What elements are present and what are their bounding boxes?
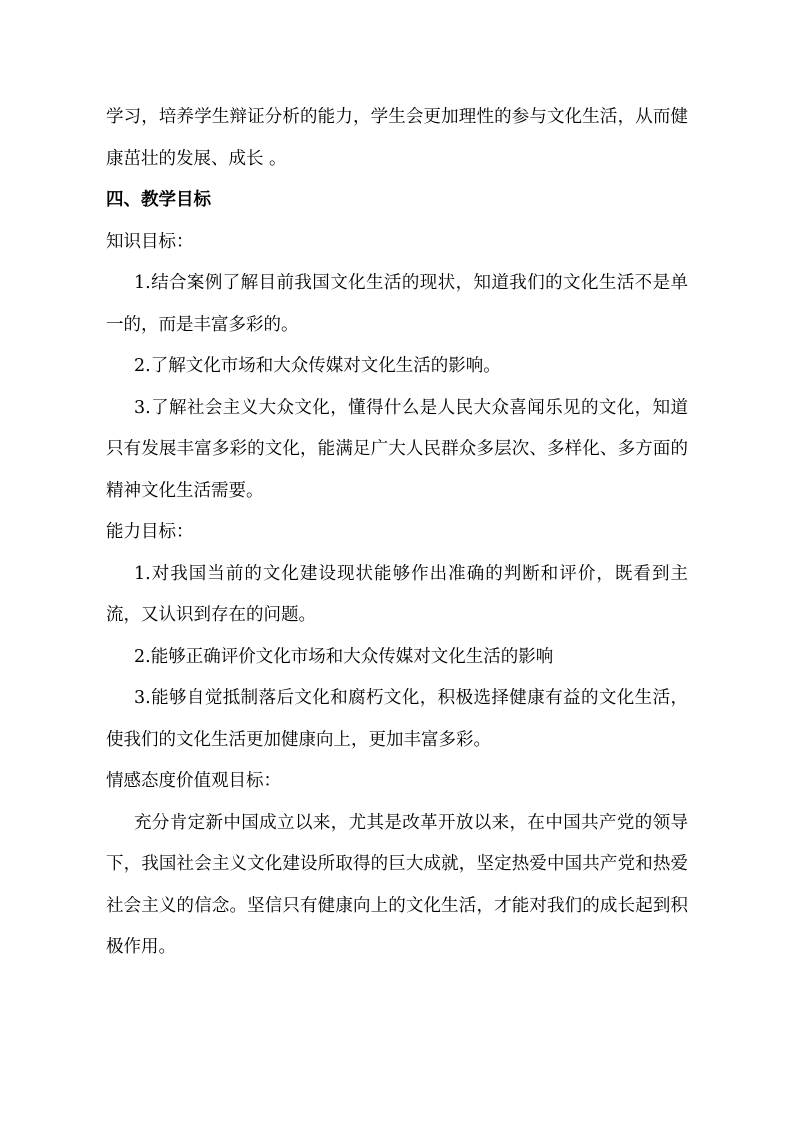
knowledge-objective-2: 2.了解文化市场和大众传媒对文化生活的影响。 — [134, 356, 501, 376]
intro-paragraph: 学习，培养学生辩证分析的能力，学生会更加理性的参与文化生活，从而健康茁壮的发展、成长 。 — [106, 107, 688, 169]
ability-objective-3: 3.能够自觉抵制落后文化和腐朽文化，积极选择健康有益的文化生活，使我们的文化生活更加健康向上，更加丰富多彩。 — [106, 688, 688, 750]
knowledge-objective-1: 1.结合案例了解目前我国文化生活的现状，知道我们的文化生活不是单一的，而是丰富多彩的。 — [106, 273, 688, 335]
section-heading: 四、教学目标 — [106, 190, 211, 210]
emotion-objectives-label: 情感态度价值观目标： — [106, 771, 281, 791]
emotion-objective-paragraph: 充分肯定新中国成立以来，尤其是改革开放以来，在中国共产党的领导下，我国社会主义文化建设所取得的巨大成就，坚定热爱中国共产党和热爱社会主义的信念。坚信只有健康向上的文化生活，才能对我们的成长起到积极作用。 — [106, 812, 688, 957]
ability-objective-1: 1.对我国当前的文化建设现状能够作出准确的判断和评价，既看到主流，又认识到存在的问题。 — [106, 563, 688, 625]
ability-objectives-label: 能力目标： — [106, 522, 194, 542]
knowledge-objectives-label: 知识目标： — [106, 231, 194, 252]
knowledge-objective-3: 3.了解社会主义大众文化，懂得什么是人民大众喜闻乐见的文化，知道只有发展丰富多彩的文化，能满足广大人民群众多层次、多样化、多方面的精神文化生活需要。 — [106, 397, 688, 501]
ability-objective-2: 2.能够正确评价文化市场和大众传媒对文化生活的影响 — [134, 646, 554, 667]
document-page — [106, 97, 688, 969]
